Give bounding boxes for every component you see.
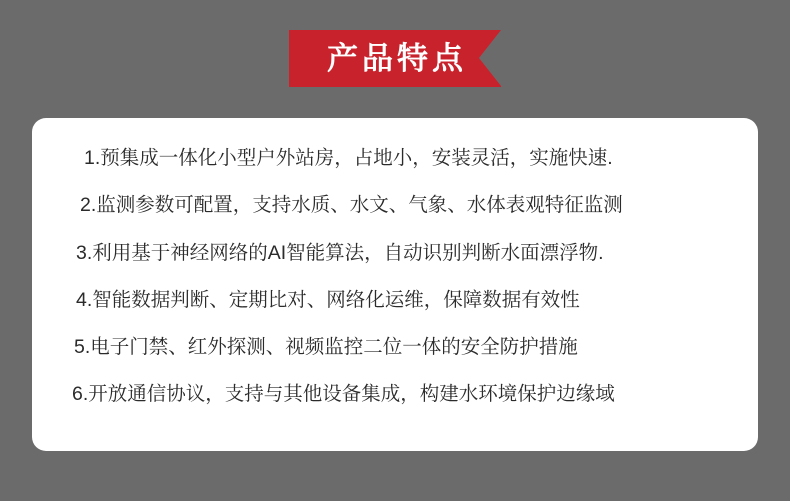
- list-item: 5.电子门禁、红外探测、视频监控二位一体的安全防护措施: [74, 336, 578, 358]
- list-item: 2.监测参数可配置，支持水质、水文、气象、水体表观特征监测: [80, 194, 623, 217]
- list-item: 3.利用基于神经网络的AI智能算法，自动识别判断水面漂浮物.: [76, 241, 604, 264]
- list-item: 1.预集成一体化小型户外站房，占地小，安装灵活，实施快速.: [84, 147, 613, 169]
- list-item: 4.智能数据判断、定期比对、网络化运维，保障数据有效性: [76, 288, 580, 311]
- features-card: [32, 118, 758, 451]
- list-item: 6.开放通信协议，支持与其他设备集成，构建水环境保护边缘域: [72, 383, 615, 406]
- features-list: [72, 144, 718, 410]
- title-banner-container: [0, 30, 790, 87]
- page-title: 产品特点: [327, 41, 467, 76]
- title-banner: [289, 30, 501, 87]
